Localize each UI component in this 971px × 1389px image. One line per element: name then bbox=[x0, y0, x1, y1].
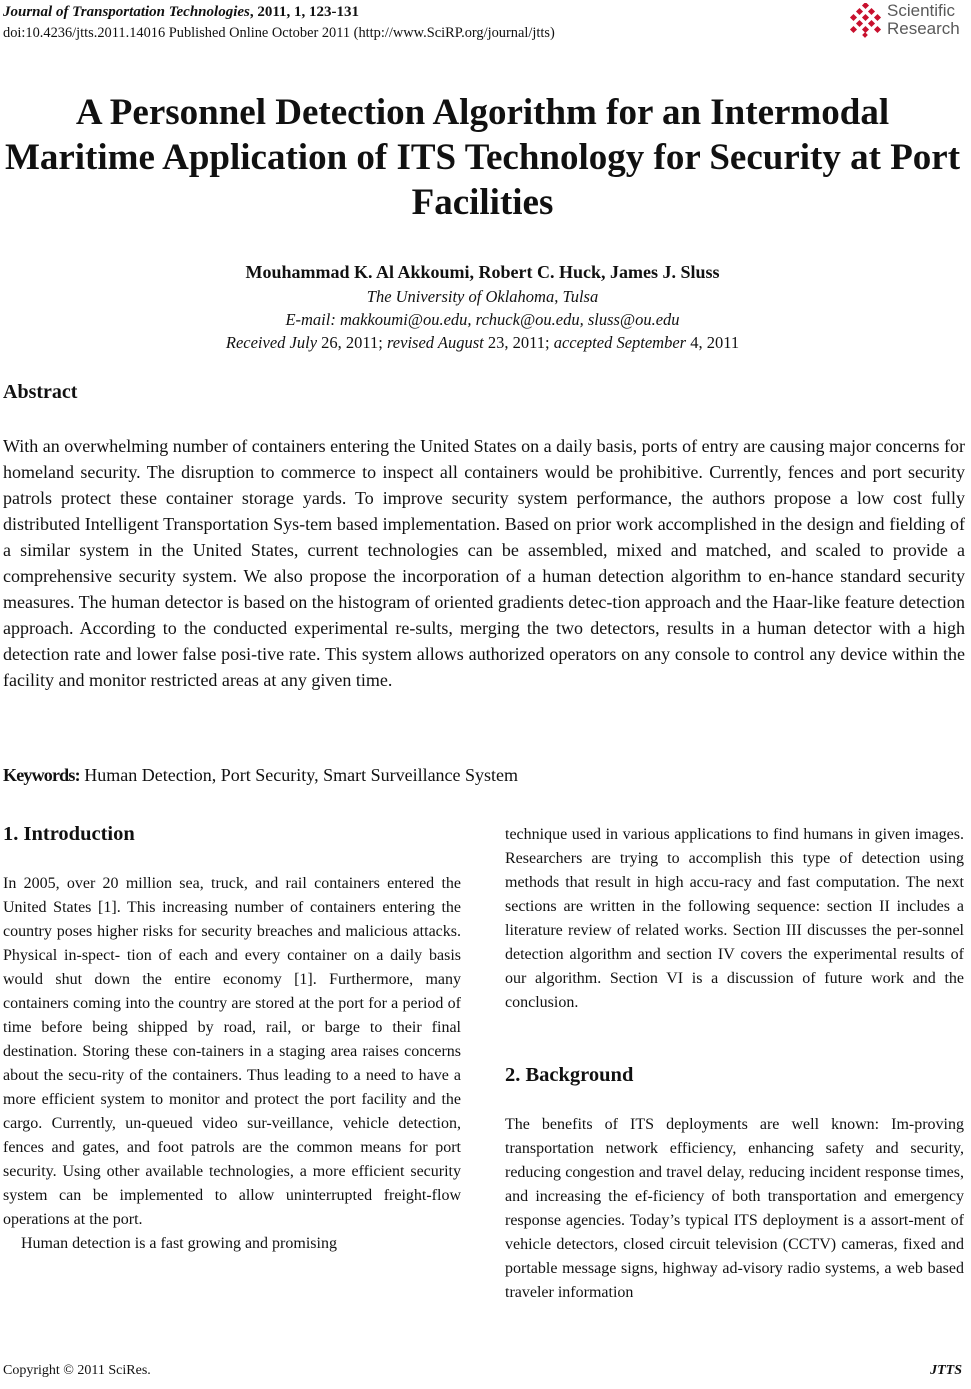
doi-line: doi:10.4236/jtts.2011.14016 Published Online October 2011 (http://www.SciRP.org/journal/jtts) bbox=[3, 25, 555, 41]
diamond-grid-logo-icon bbox=[847, 3, 883, 39]
section-heading-introduction: 1. Introduction bbox=[3, 823, 135, 845]
publisher-logo bbox=[845, 0, 971, 44]
journal-name: Journal of Transportation Technologies bbox=[3, 4, 250, 20]
email-label: E-mail bbox=[285, 310, 331, 329]
author-list: Mouhammad K. Al Akkoumi, Robert C. Huck, James J. Sluss bbox=[245, 262, 720, 282]
intro-paragraph-2-start: Human detection is a fast growing and promising bbox=[21, 1235, 337, 1252]
city: Tulsa bbox=[562, 287, 599, 306]
accepted-label: accepted September bbox=[553, 333, 687, 352]
email-line bbox=[0, 309, 965, 331]
keywords-line bbox=[3, 762, 518, 788]
journal-abbrev-footer: JTTS bbox=[930, 1363, 962, 1378]
journal-volume: , 2011, 1, 123-131 bbox=[249, 4, 360, 20]
received-label: Received July bbox=[225, 333, 318, 352]
accepted-date: 4, 2011 bbox=[686, 333, 740, 352]
abstract-text: With an overwhelming number of containers entering the United States on a daily basis, ports of entry are causing major concerns for homeland security. The disruption to commerce to inspect all containers would be prohibitive. Currently, fences and port security patrols protect these container storage yards. To improve security system performance, the authors propose a low cost fully distributed Intelligent Transportation Sys-tem based implementation. Based on prior work accomplished in the design and fielding of a similar system in the United States, current technologies can be assembled, mixed and matched, and scaled to provide a comprehensive security system. We also propose the incorporation of a human detection algorithm to en-hance standard security measures. The human detector is based on the histogram of oriented gradients detec-tion approach and the Haar-like feature detection approach. According to the conducted experimental re-sults, merging the two detectors, results in a human detector with a high detection rate and lower false posi-tive rate. This system allows authorized operators on any console to control any device within the facility and monitor restricted areas at any given time. bbox=[3, 436, 965, 690]
background-paragraph-1: The benefits of ITS deployments are well known: Im-proving transportation network efficiency, enhancing safety and security, reducing congestion and travel delay, reducing incident response times, and increasing the ef-ficiency of both transportation and emergency response agencies. Today’s typical ITS deployment is a assort-ment of vehicle detectors, closed circuit television (CCTV) cameras, fixed and portable message signs, highway ad-visory radio systems, a web based traveler information bbox=[505, 1116, 964, 1301]
logo-text-line2: Research bbox=[887, 19, 960, 38]
submission-dates bbox=[0, 332, 965, 354]
right-column-bottom bbox=[505, 1113, 964, 1305]
revised-label: revised August bbox=[387, 333, 484, 352]
intro-paragraph-2-continued: technique used in various applications to find humans in given images. Researchers are trying to accomplish this type of detection using methods that result in high accu-racy and fast computation. The next sections are written in the following sequence: section II includes a literature review of related works. Section III discusses the per-sonnel detection algorithm and section IV covers the experimental results of our algorithm. Section VI is a discussion of future work and the conclusion. bbox=[505, 826, 964, 1011]
journal-citation bbox=[3, 3, 359, 21]
abstract-heading: Abstract bbox=[3, 381, 78, 403]
intro-paragraph-1: In 2005, over 20 million sea, truck, and rail containers entered the United States [1]. This increasing number of containers entering the country poses higher risks for security breaches and malicious attacks. Physical in-spect- tion of each and every container on a daily basis would shut down the entire economy [1]. Furthermore, many containers coming into the country are stored at the port for a period of time before being shipped by road, rail, or barge to their final destination. Storing these con-tainers in a staging area raises concerns about the secu-rity of the containers. Thus leading to a need to have a more efficient system to monitor and protect the port facility and the cargo. Currently, un-queued video sur-veillance, vehicle detection, fences and gates, and foot patrols are the common means for port security. Using other available technologies, a more efficient security system can be implemented to allow uninterrupted freight-flow operations at the port. bbox=[3, 875, 461, 1228]
right-column-top bbox=[505, 823, 964, 1015]
affiliation bbox=[0, 286, 965, 308]
email-addresses: : makkoumi@ou.edu, rchuck@ou.edu, sluss@ou.edu bbox=[330, 310, 680, 329]
section-heading-background: 2. Background bbox=[505, 1064, 634, 1086]
copyright-footer: Copyright © 2011 SciRes. bbox=[3, 1363, 151, 1378]
received-date: 26, 2011; bbox=[317, 333, 387, 352]
revised-date: 23, 2011; bbox=[483, 333, 554, 352]
left-column bbox=[3, 872, 461, 1256]
affiliation-separator: , bbox=[554, 287, 563, 306]
institution: The University of Oklahoma bbox=[366, 287, 555, 306]
logo-text-line1: Scientific bbox=[887, 1, 956, 20]
keywords-label: Keywords: bbox=[3, 765, 80, 785]
paper-title: A Personnel Detection Algorithm for an Intermodal Maritime Application of ITS Technology for Security at Port Facilities bbox=[4, 92, 961, 223]
keywords-value: Human Detection, Port Security, Smart Surveillance System bbox=[79, 765, 519, 785]
